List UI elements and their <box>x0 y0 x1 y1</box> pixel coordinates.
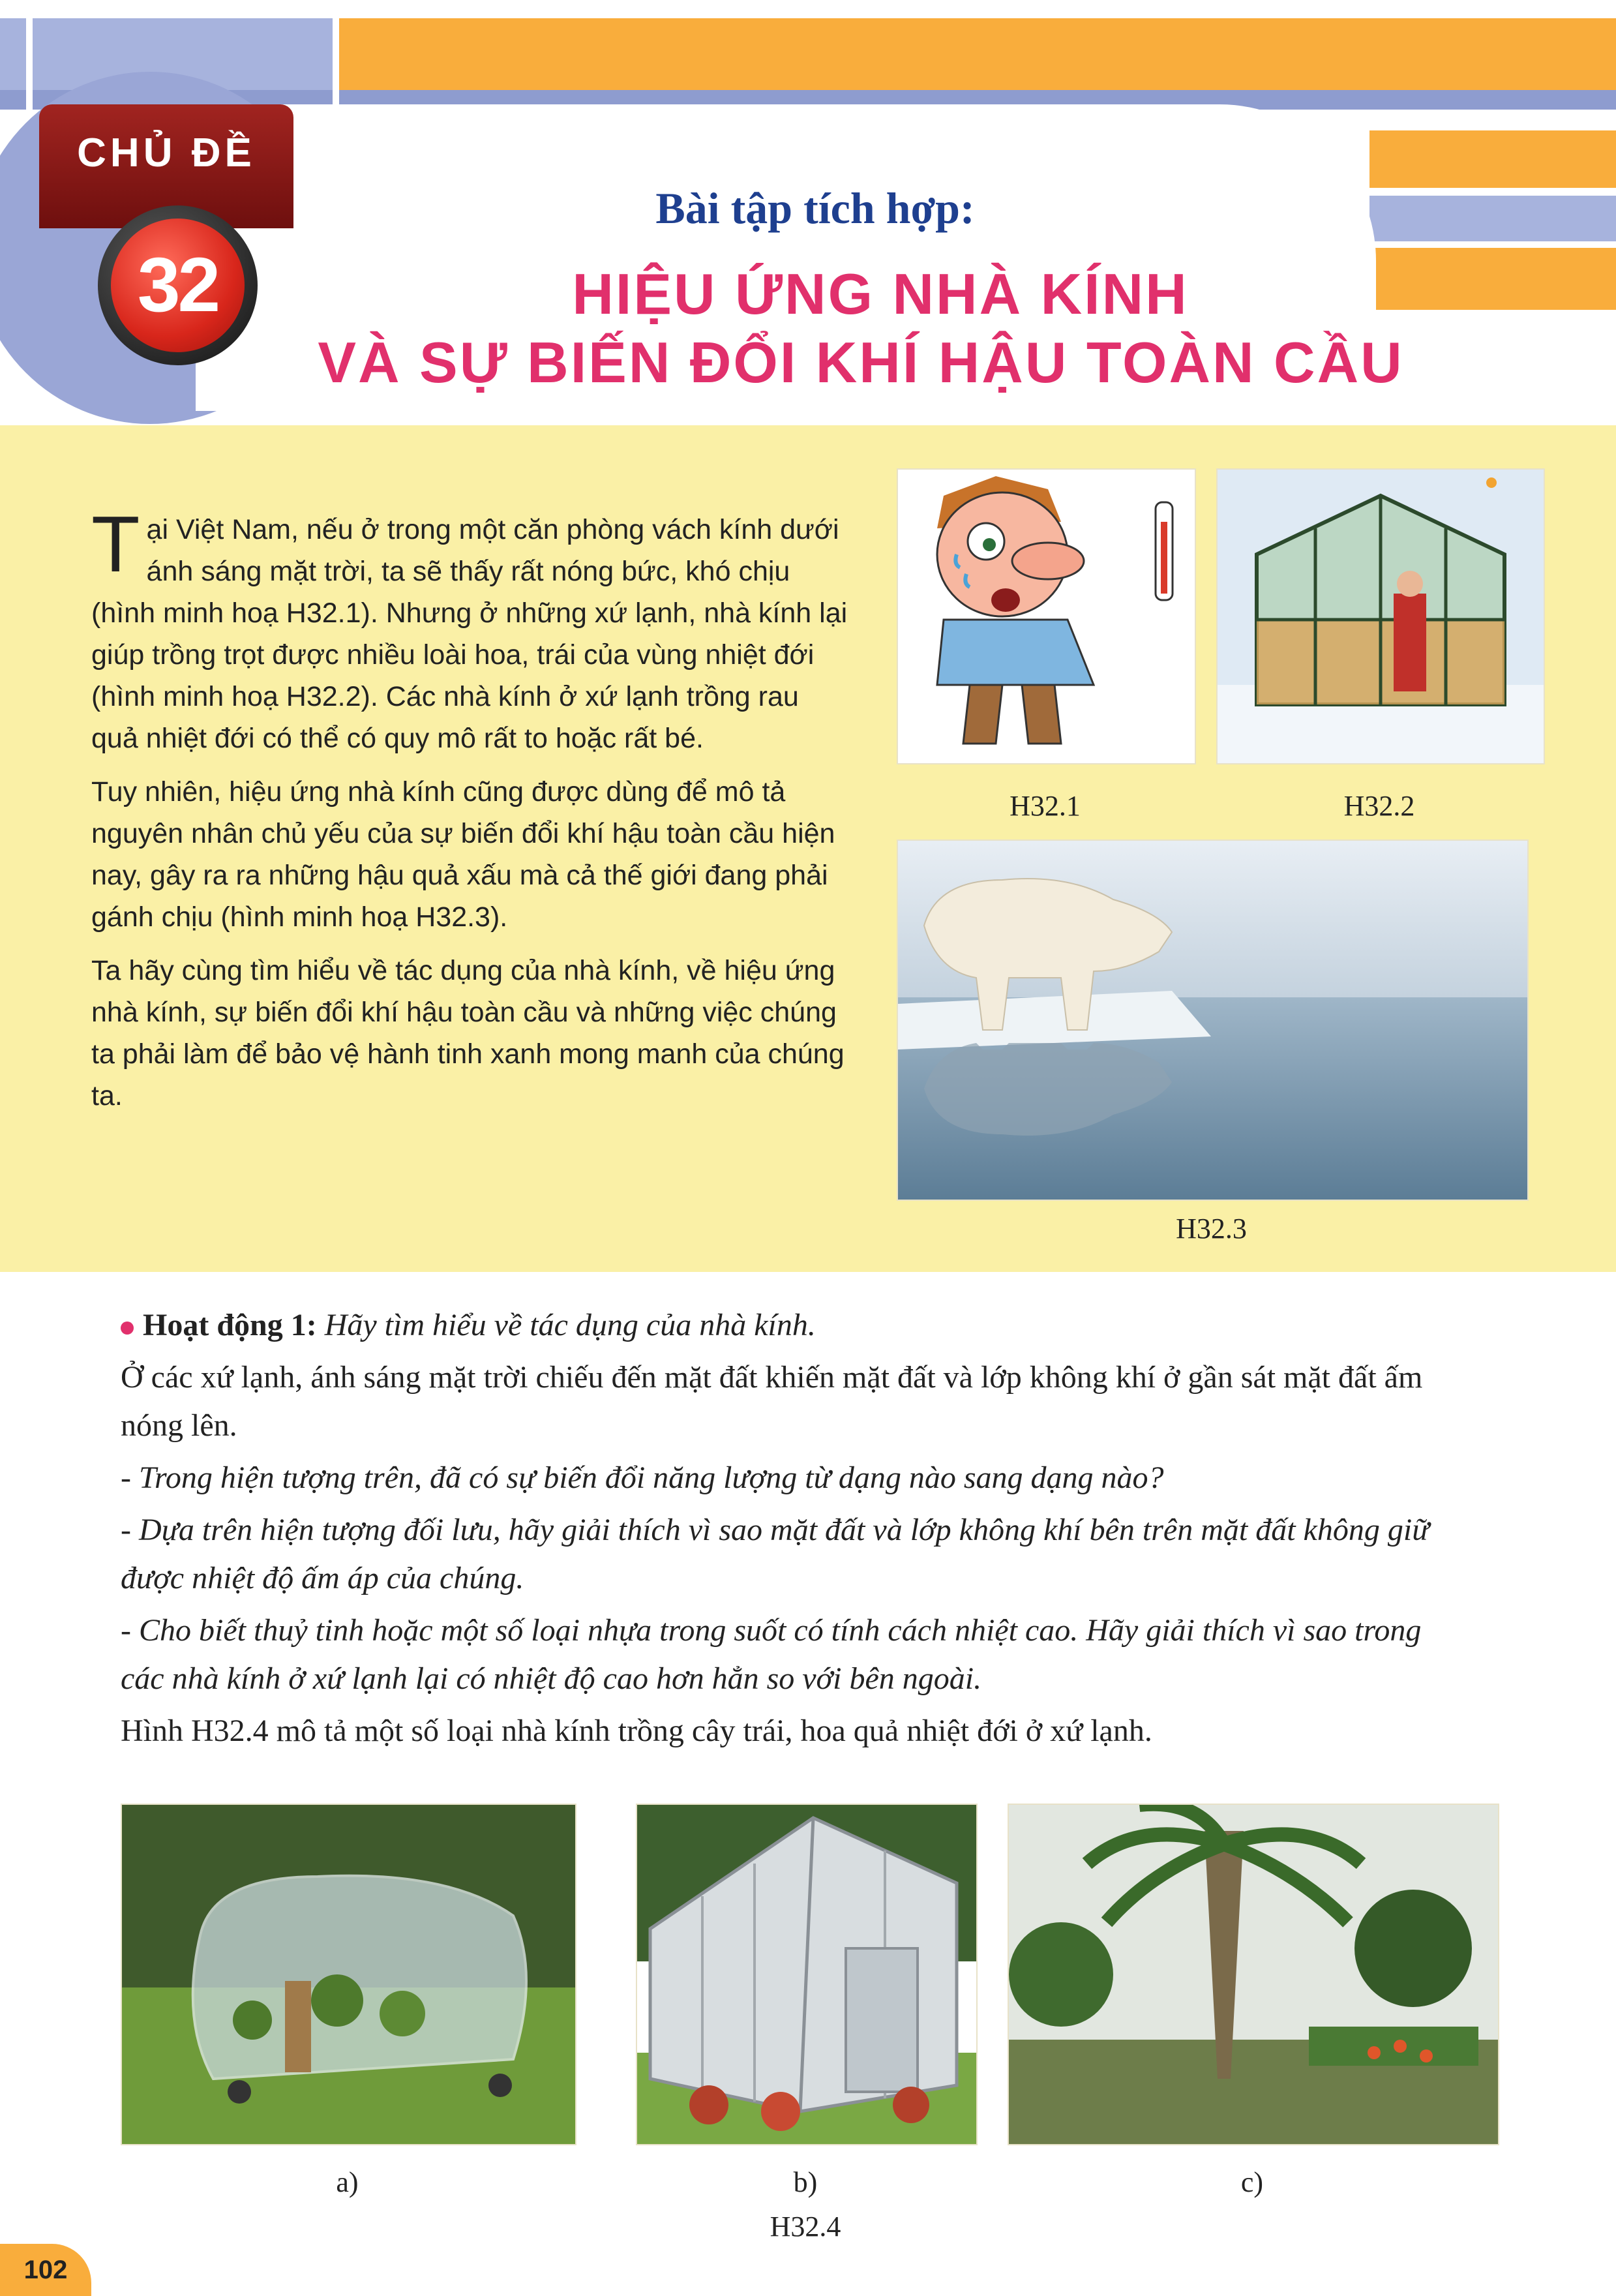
figure-h32-4c-image <box>1008 1804 1499 2145</box>
figure-h32-3-image <box>897 839 1529 1201</box>
activity-section <box>121 1301 1471 1759</box>
chapter-tab: CHỦ ĐỀ <box>39 104 293 228</box>
figure-h32-4a-image <box>121 1804 576 2145</box>
figure-caption: H32.2 <box>1343 790 1415 822</box>
header-band-blue-right <box>1369 196 1616 241</box>
figure-h32-2-image <box>1216 468 1545 764</box>
activity-paragraph: Ở các xứ lạnh, ánh sáng mặt trời chiếu đến mặt đất khiến mặt đất và lớp không khí ở gần sát mặt đất ấm nóng lên. <box>121 1360 1423 1443</box>
figure-h32-1-image <box>897 468 1196 764</box>
figure-caption: c) <box>1240 2166 1264 2198</box>
lesson-title-line1: HIỆU ỨNG NHÀ KÍNH <box>572 262 1189 326</box>
page-number: 102 <box>0 2244 91 2296</box>
figure-caption: a) <box>336 2166 359 2198</box>
activity-question: - Trong hiện tượng trên, đã có sự biến đổi năng lượng từ dạng nào sang dạng nào? <box>121 1460 1164 1495</box>
activity-label: Hoạt động 1: <box>143 1308 317 1342</box>
figure-caption: H32.1 <box>1010 790 1081 822</box>
chapter-number: 32 <box>111 219 245 352</box>
header-divider <box>333 18 339 110</box>
activity-paragraph: Hình H32.4 mô tả một số loại nhà kính trồng cây trái, hoa quả nhiệt đới ở xứ lạnh. <box>121 1714 1152 1748</box>
bullet-icon <box>121 1322 134 1335</box>
figure-h32-4b-image <box>636 1804 978 2145</box>
activity-heading <box>121 1301 1471 1350</box>
activity-question: - Cho biết thuỷ tinh hoặc một số loại nhựa trong suốt có tính cách nhiệt cao. Hãy giải thích vì sao trong các nhà kính ở xứ lạnh lại có nhiệt độ cao hơn hẳn so với bên ngoài. <box>121 1613 1422 1696</box>
lesson-title-line2: VÀ SỰ BIẾN ĐỔI KHÍ HẬU TOÀN CẦU <box>318 330 1404 395</box>
intro-paragraph: Ta hãy cùng tìm hiểu về tác dụng của nhà kính, về hiệu ứng nhà kính, sự biến đổi khí hậu toàn cầu và những việc chúng ta phải làm để bảo vệ hành tinh xanh mong manh của chúng ta. <box>91 955 845 1111</box>
activity-prompt: Hãy tìm hiểu về tác dụng của nhà kính. <box>324 1308 816 1342</box>
header-band-orange-right <box>1369 130 1616 188</box>
activity-question: - Dựa trên hiện tượng đối lưu, hãy giải thích vì sao mặt đất và lớp không khí bên trên mặt đất không giữ được nhiệt độ ấm áp của chúng. <box>121 1513 1429 1595</box>
intro-text <box>91 500 848 1128</box>
figure-caption: b) <box>793 2166 818 2198</box>
header-divider <box>26 18 33 110</box>
intro-paragraph <box>91 500 848 759</box>
figure-group-caption: H32.4 <box>770 2211 841 2243</box>
intro-paragraph: Tuy nhiên, hiệu ứng nhà kính cũng được dùng để mô tả nguyên nhân chủ yếu của sự biến đổi khí hậu toàn cầu hiện nay, gây ra ra những hậu quả xấu mà cả thế giới đang phải gánh chịu (hình minh hoạ H32.3). <box>91 776 835 933</box>
drop-cap: T <box>91 500 140 588</box>
intro-paragraph-text: ại Việt Nam, nếu ở trong một căn phòng vách kính dưới ánh sáng mặt trời, ta sẽ thấy rất nóng bức, khó chịu (hình minh hoạ H32.1). Nhưng ở những xứ lạnh, nhà kính lại giúp trồng trọt được nhiều loài hoa, trái của vùng nhiệt đới (hình minh hoạ H32.2). Các nhà kính ở xứ lạnh trồng rau quả nhiệt đới có thể có quy mô rất to hoặc rất bé. <box>91 514 848 754</box>
lesson-subtitle: Bài tập tích hợp: <box>655 183 975 233</box>
figure-caption: H32.3 <box>1176 1213 1247 1245</box>
header-band-orange <box>339 18 1616 90</box>
